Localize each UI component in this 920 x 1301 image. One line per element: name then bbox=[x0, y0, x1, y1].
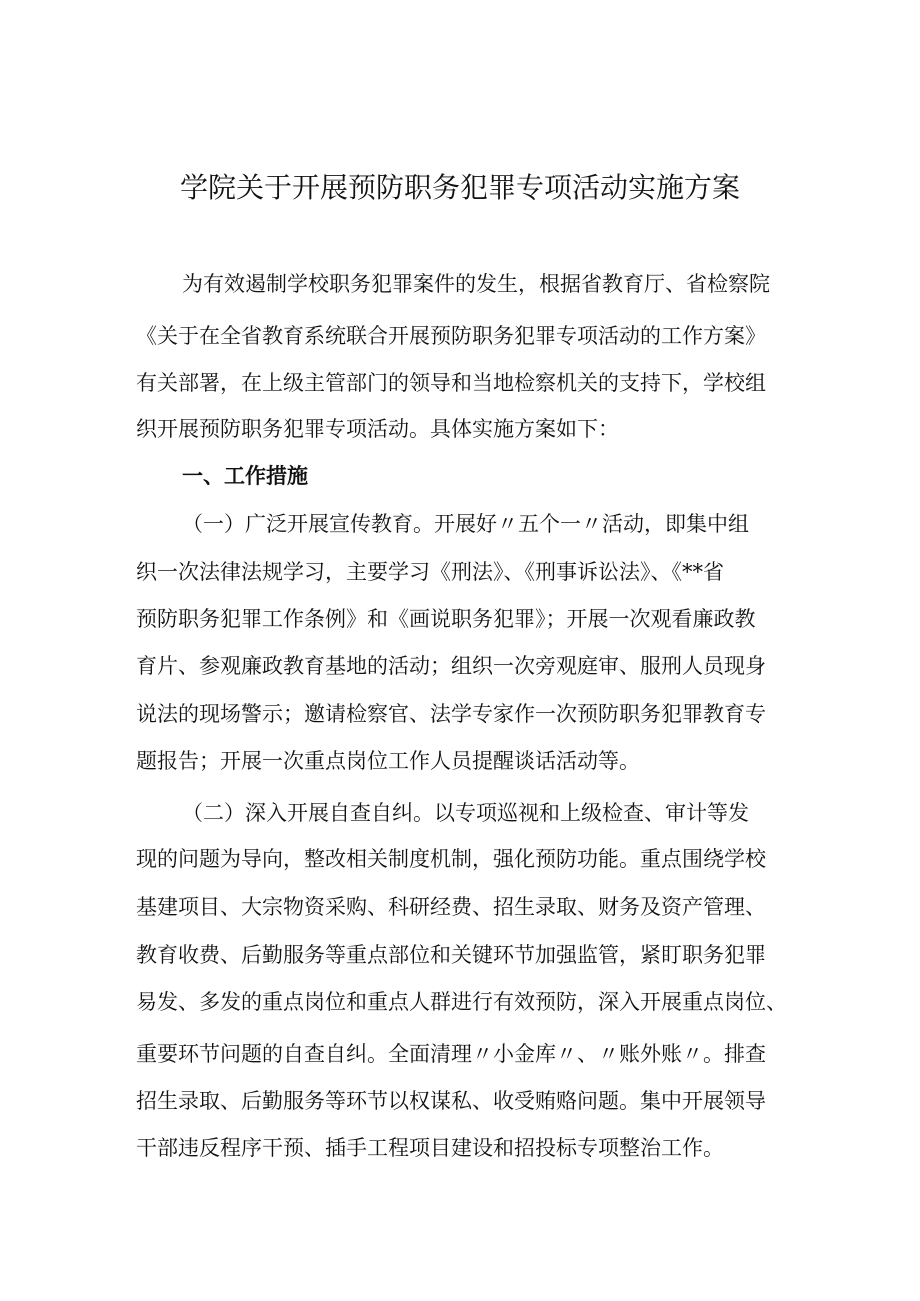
paragraph-line: 预防职务犯罪工作条例》和《画说职务犯罪》；开展一次观看廉政教 bbox=[136, 607, 756, 631]
paragraph-line: 说法的现场警示；邀请检察官、法学专家作一次预防职务犯罪教育专 bbox=[136, 702, 766, 726]
paragraph-line: 育片、参观廉政教育基地的活动；组织一次旁观庭审、服刑人员现身 bbox=[136, 654, 766, 678]
section-heading: 一、工作措施 bbox=[182, 464, 308, 488]
intro-line: 《关于在全省教育系统联合开展预防职务犯罪专项活动的工作方案》 bbox=[136, 324, 766, 348]
paragraph-line: 干部违反程序干预、插手工程项目建设和招投标专项整治工作。 bbox=[136, 1136, 724, 1160]
intro-line: 有关部署，在上级主管部门的领导和当地检察机关的支持下，学校组 bbox=[136, 371, 766, 395]
paragraph-line: 教育收费、后勤服务等重点部位和关键环节加强监管，紧盯职务犯罪 bbox=[136, 943, 766, 967]
intro-line: 为有效遏制学校职务犯罪案件的发生，根据省教育厅、省检察院 bbox=[182, 272, 770, 296]
intro-line: 织开展预防职务犯罪专项活动。具体实施方案如下： bbox=[136, 417, 619, 441]
paragraph-line: 现的问题为导向，整改相关制度机制，强化预防功能。重点围绕学校 bbox=[136, 847, 766, 871]
paragraph-line: 招生录取、后勤服务等环节以权谋私、收受贿赂问题。集中开展领导 bbox=[136, 1089, 766, 1113]
paragraph-line: （二）深入开展自查自纠。以专项巡视和上级检查、审计等发 bbox=[182, 801, 749, 825]
paragraph-line: 基建项目、大宗物资采购、科研经费、招生录取、财务及资产管理、 bbox=[136, 895, 766, 919]
paragraph-line: （一）广泛开展宣传教育。开展好〃五个一〃活动，即集中组 bbox=[182, 512, 749, 536]
paragraph-line: 题报告；开展一次重点岗位工作人员提醒谈话活动等。 bbox=[136, 749, 640, 773]
paragraph-line: 织一次法律法规学习，主要学习《刑法》、《刑事诉讼法》、《**省 bbox=[136, 560, 724, 584]
document-title: 学院关于开展预防职务犯罪专项活动实施方案 bbox=[179, 171, 740, 204]
paragraph-line: 易发、多发的重点岗位和重点人群进行有效预防，深入开展重点岗位、 bbox=[136, 990, 787, 1014]
paragraph-line: 重要环节问题的自查自纠。全面清理〃小金库〃、〃账外账〃。排查 bbox=[136, 1042, 766, 1066]
